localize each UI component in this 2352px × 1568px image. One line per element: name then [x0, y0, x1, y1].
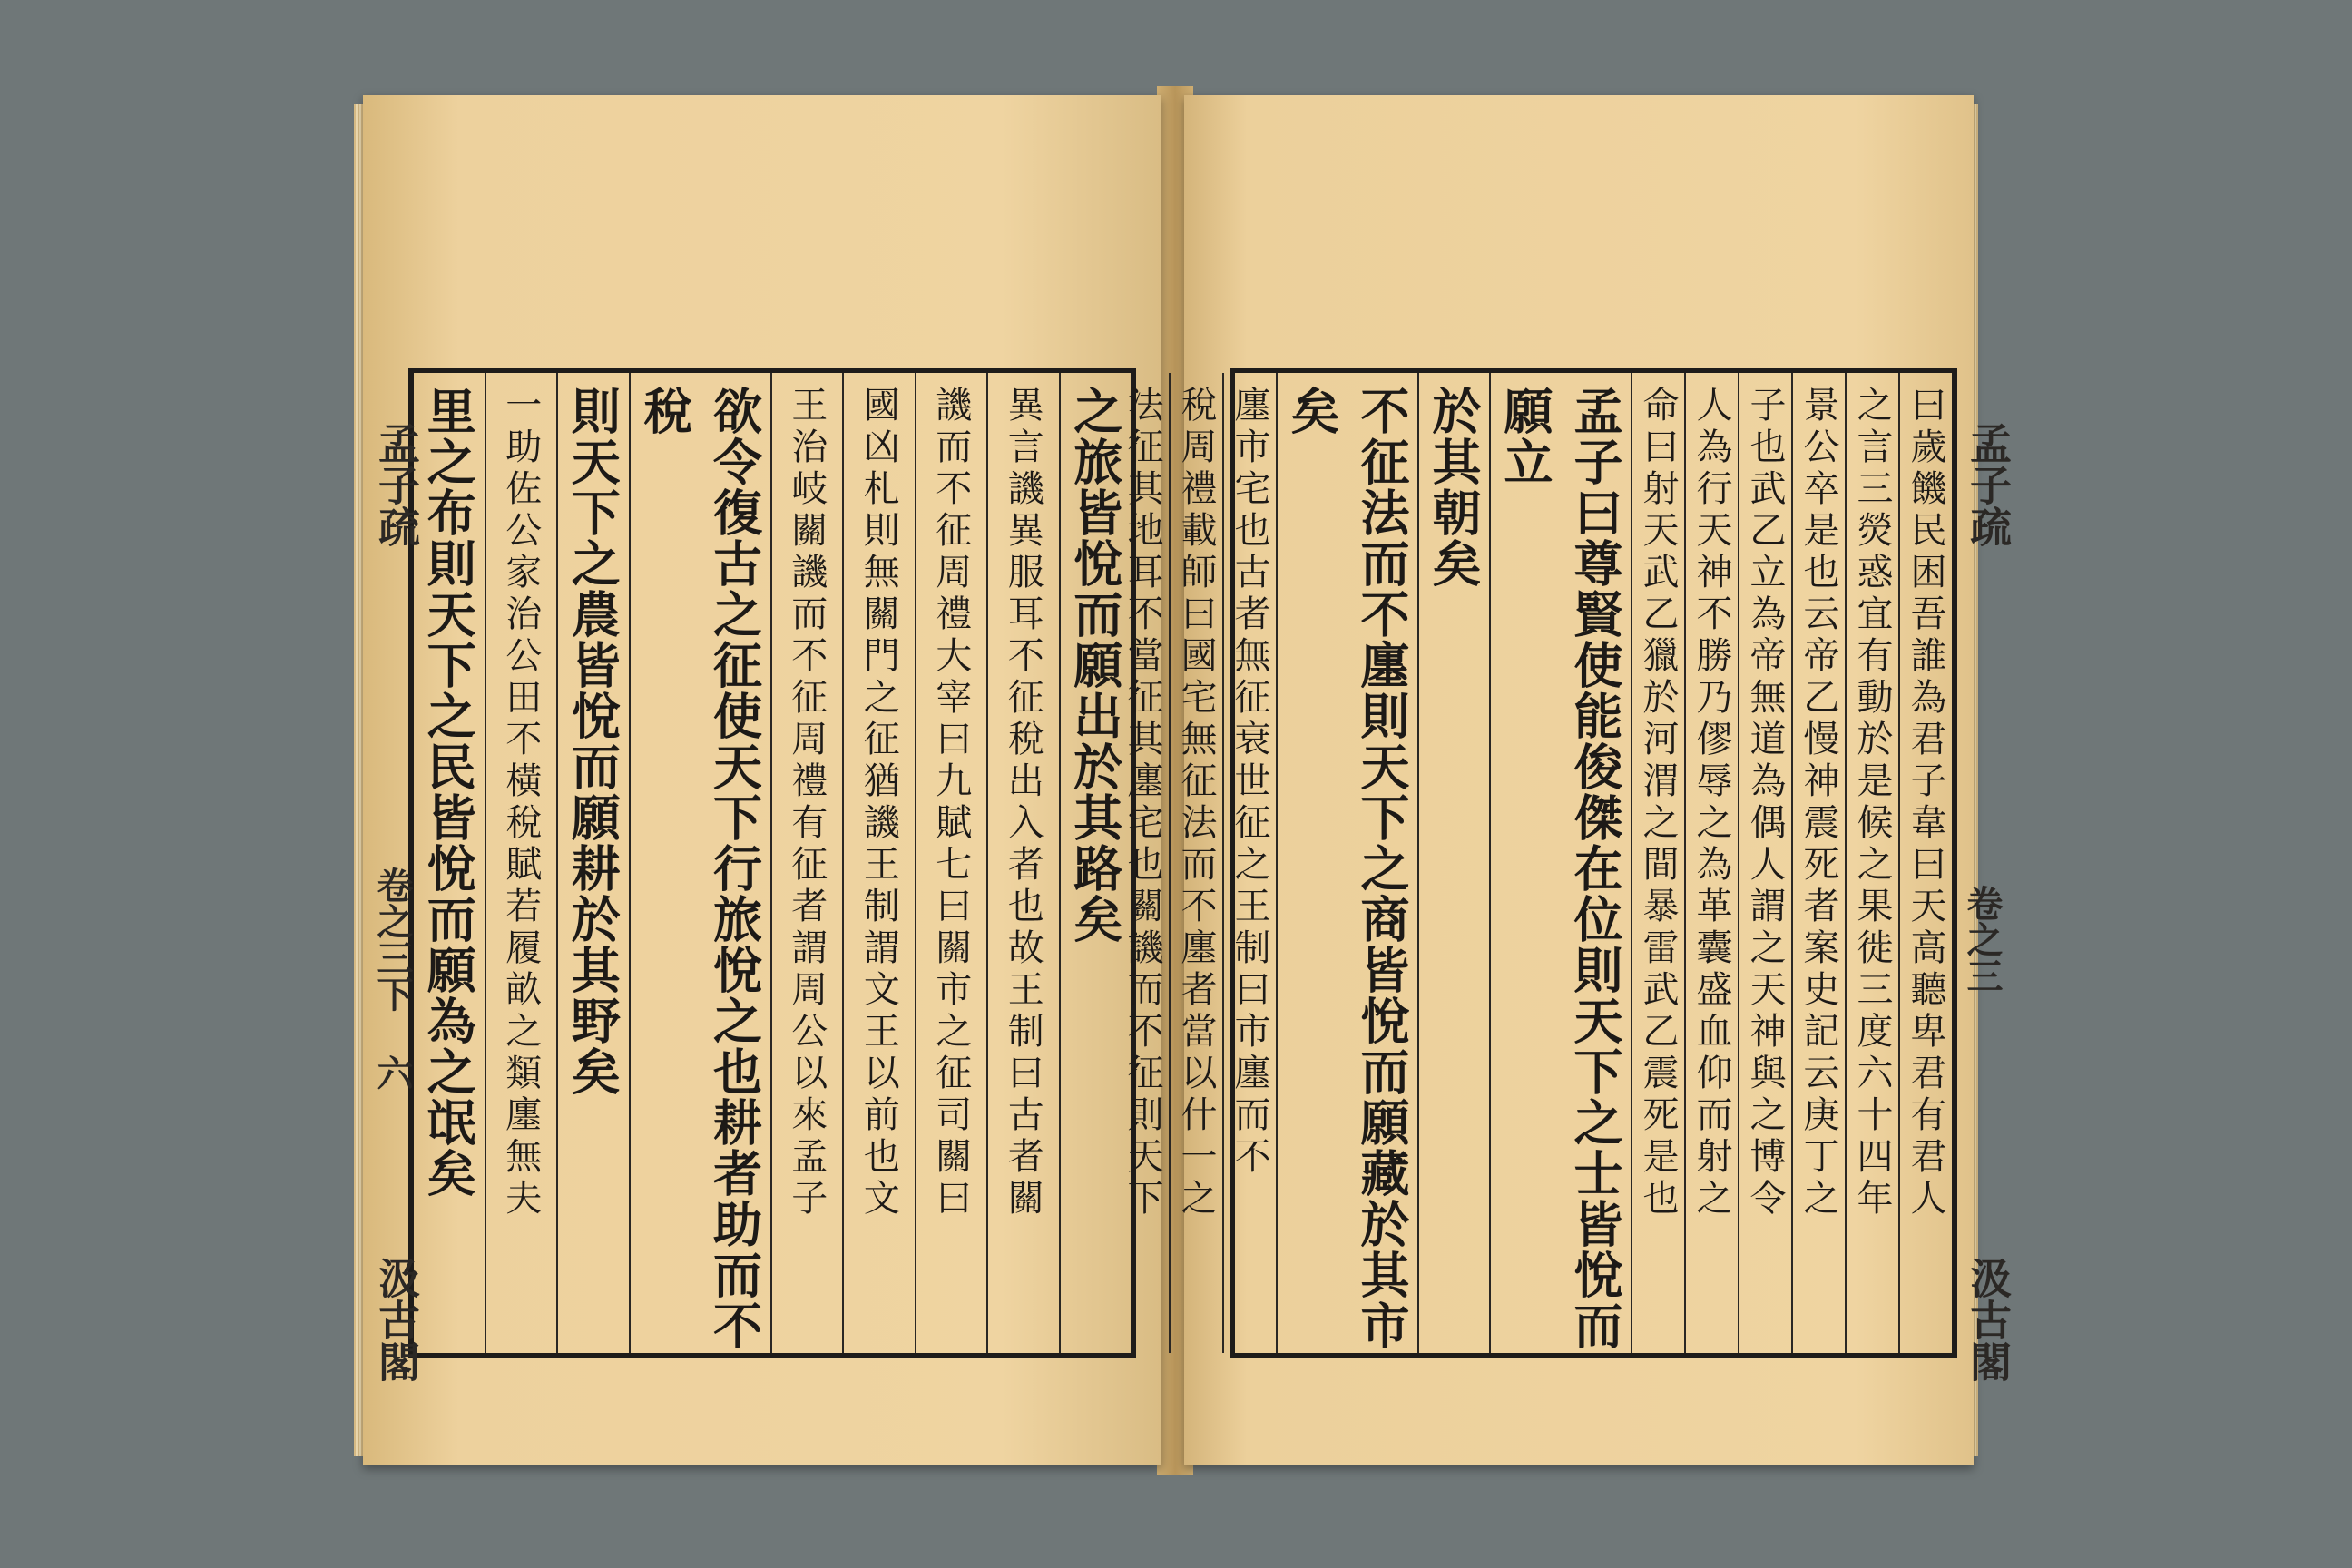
text-column: 王治岐關譏而不征周禮有征者謂周公以來孟子 — [770, 373, 843, 1353]
left-banxin-title: 孟子疏 — [372, 422, 421, 547]
text-column: 子也武乙立為帝無道為偶人謂之天神與之博令 — [1738, 373, 1791, 1353]
text-column: 法征其地耳不當征其廛宅也關譏而不征則天下 — [1122, 386, 1163, 1220]
text-column: 國凶札則無關門之征猶譏王制謂文王以前也文 — [842, 373, 915, 1353]
right-page — [1122, 95, 1974, 1465]
text-column: 曰歲饑民困吾誰為君子韋曰天高聽卑君有君人 — [1898, 373, 1952, 1353]
text-column: 一助佐公家治公田不橫稅賦若履畝之類廛無夫 — [485, 373, 557, 1353]
text-column: 孟子曰尊賢使能俊傑在位則天下之士皆悅而願立 — [1489, 373, 1631, 1353]
text-column: 人為行天神不勝乃僇辱之為革囊盛血仰而射之 — [1684, 373, 1738, 1353]
right-columns — [1122, 373, 1952, 1353]
left-banxin-press: 汲古閣 — [372, 1257, 421, 1382]
text-column: 於其朝矣 — [1417, 373, 1489, 1353]
text-column: 命曰射天武乙獵於河渭之間暴雷武乙震死是也 — [1631, 373, 1684, 1353]
text-column: 之旅皆悅而願出於其路矣 — [1059, 373, 1132, 1353]
text-column: 譏而不征周禮大宰曰九賦七曰關市之征司關曰 — [915, 373, 987, 1353]
text-column: 里之布則天下之民皆悅而願為之氓矣 — [419, 386, 478, 1199]
open-book — [354, 86, 2013, 1475]
text-column: 稅周禮載師曰國宅無征法而不廛者當以什一之 — [1169, 373, 1222, 1353]
left-page — [363, 95, 1161, 1465]
right-banxin-press: 汲古閣 — [1964, 1257, 2013, 1382]
text-column: 之言三熒惑宜有動於是候之果徙三度六十四年 — [1845, 373, 1898, 1353]
text-column: 則天下之農皆悅而願耕於其野矣 — [556, 373, 629, 1353]
text-column: 欲令復古之征使天下行旅悅之也耕者助而不稅 — [629, 373, 770, 1353]
text-column: 異言譏異服耳不征稅出入者也故王制曰古者關 — [986, 373, 1059, 1353]
left-banxin-juan: 卷之三下 六 — [371, 867, 414, 1091]
text-column: 不征法而不廛則天下之商皆悅而願藏於其市矣 — [1276, 373, 1417, 1353]
right-banxin-juan: 卷之三 — [1961, 885, 2004, 994]
left-columns — [414, 373, 1131, 1353]
text-column: 景公卒是也云帝乙慢神震死者案史記云庚丁之 — [1791, 373, 1845, 1353]
right-banxin-title: 孟子疏 — [1964, 422, 2013, 547]
right-text-frame — [1122, 368, 1957, 1358]
left-text-frame — [408, 368, 1136, 1358]
text-column: 廛市宅也古者無征衰世征之王制曰市廛而不 — [1222, 373, 1276, 1353]
